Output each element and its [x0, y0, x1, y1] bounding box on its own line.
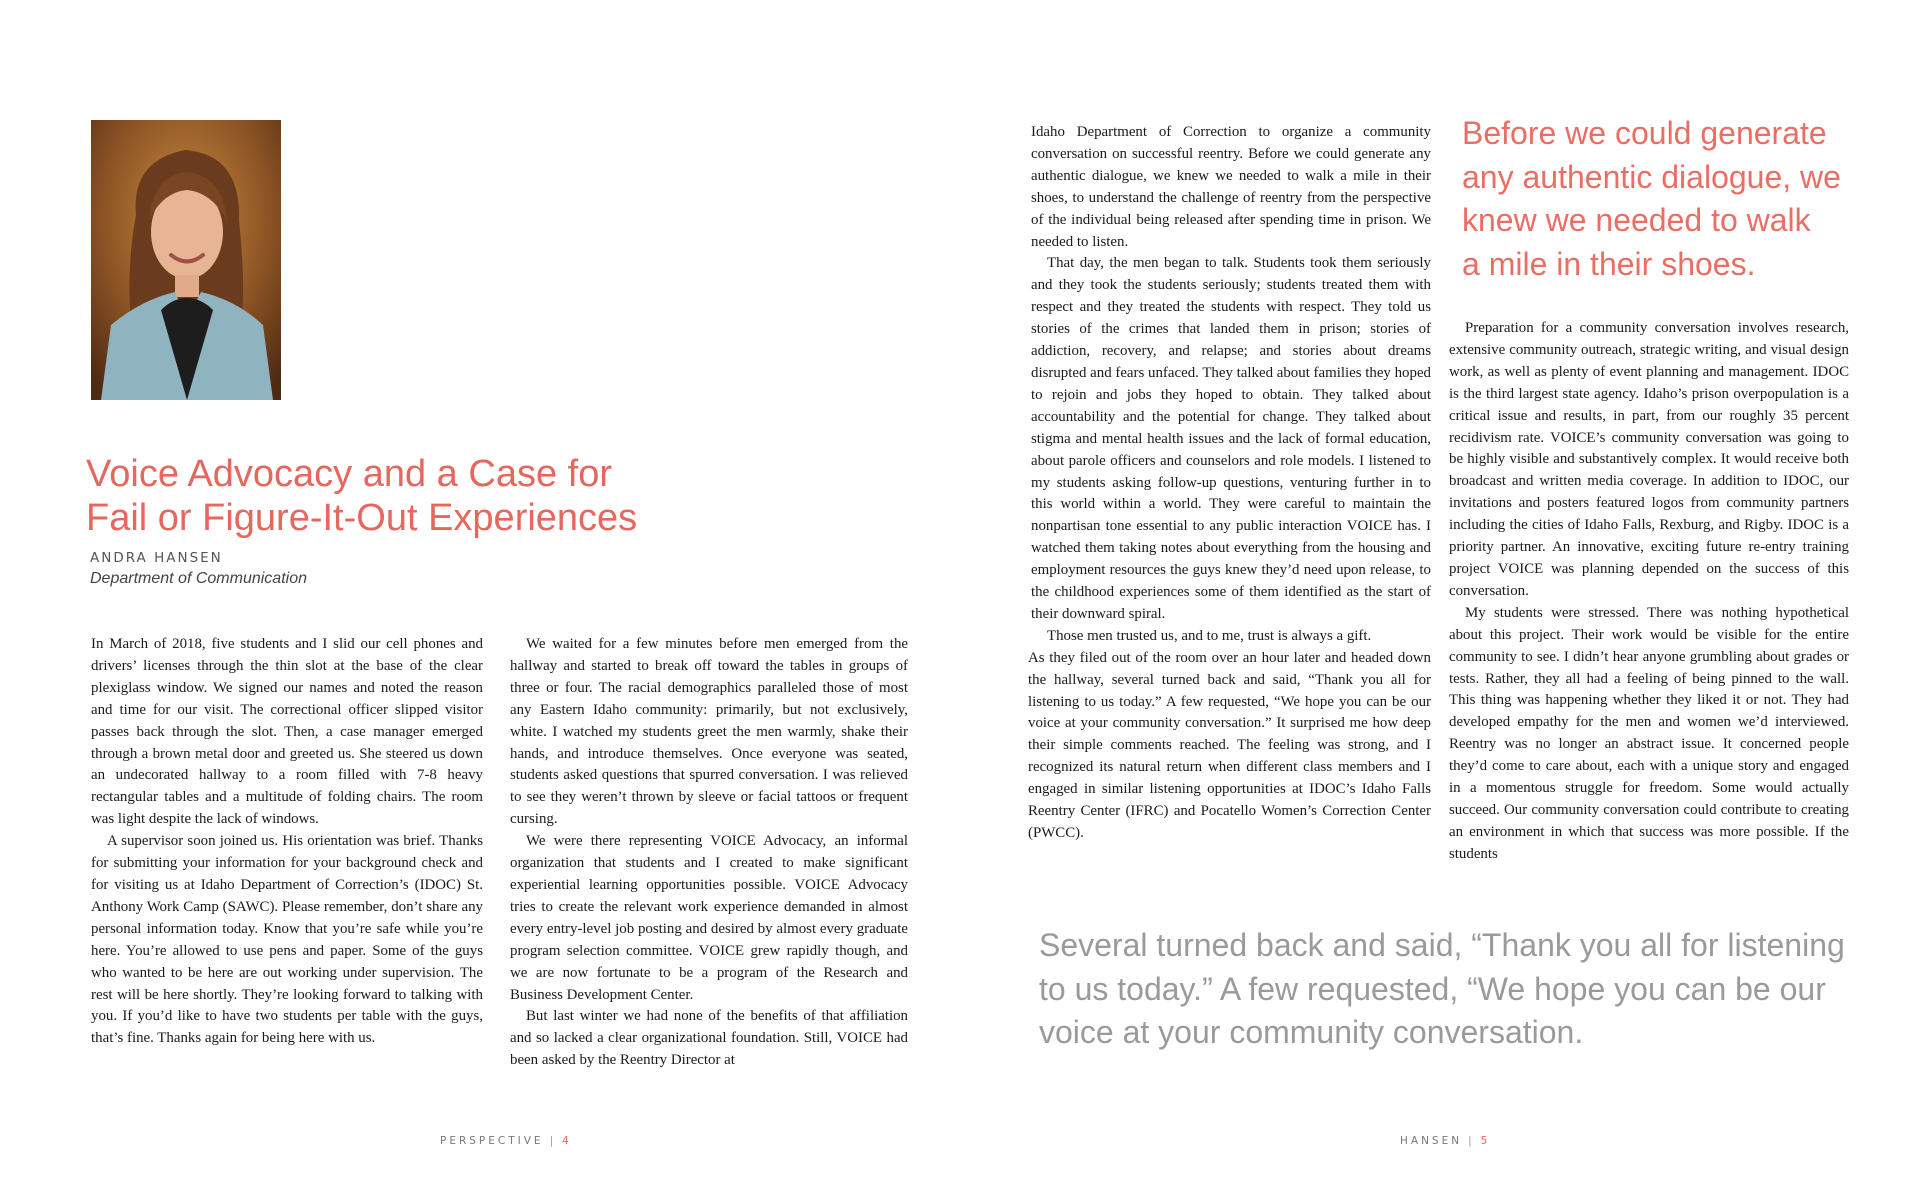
folio-left-page-number: 4 — [562, 1135, 572, 1147]
paragraph: In March of 2018, five students and I slid our cell phones and drivers’ licenses through the thin slot at the base of the clear plexiglass window. We signed our names and noted the reason and time for our visit. The correctional officer slipped visitor passes back through the slot. Then, a case manager emerged through a brown metal door and greeted us. She steered us down an undecorated hallway to a room filled with 7-8 heavy rectangular tables and a multitude of folding chairs. The room was light despite the lack of windows. — [91, 636, 483, 828]
pull-quote-top — [1462, 112, 1882, 286]
folio-right-separator: | — [1468, 1135, 1475, 1147]
folio-left-separator: | — [549, 1135, 557, 1147]
folio-left — [440, 1135, 572, 1147]
pull-quote-bottom-line: voice at your community conversation. — [1039, 1014, 1584, 1050]
paragraph: Idaho Department of Correction to organize a community conversation on successful reentry. Before we could generate any authentic dialogue, we knew we needed to walk a mile in their shoes, to understand the challenge of reentry from the perspective of the individual being released after spending time in prison. We needed to listen. — [1031, 124, 1431, 250]
paragraph: But last winter we had none of the benefits of that affiliation and so lacked a clear organizational foundation. Still, VOICE had been asked by the Reentry Director at — [510, 1008, 908, 1069]
author-name: ANDRA HANSEN — [90, 550, 223, 566]
paragraph: We waited for a few minutes before men emerged from the hallway and started to break off toward the tables in groups of three or four. The racial demographics paralleled those of most any Eastern Idaho community: primarily, but not exclusively, white. I watched my students greet the men warmly, shake their hands, and introduce themselves. Once everyone was seated, students asked questions that spurred conversation. I was relieved to see they weren’t thrown by sleeve or facial tattoos or frequent cursing. — [510, 636, 908, 828]
folio-right-page-number: 5 — [1480, 1135, 1491, 1147]
body-column-1 — [91, 634, 483, 1050]
folio-right-label: HANSEN — [1400, 1135, 1463, 1147]
paragraph: A supervisor soon joined us. His orientation was brief. Thanks for submitting your information for your background check and for visiting us at Idaho Department of Correction’s (IDOC) St. Anthony Work Camp (SAWC). Please remember, don’t share any personal information today. Know that you’re safe while you’re here. You’re allowed to use pens and paper. Some of the guys who wanted to be here are out working under supervision. The rest will be here shortly. They’re looking forward to talking with you. If you’d like to have two students per table with the guys, that’s fine. Thanks again for being here with us. — [91, 833, 483, 1047]
body-column-3 — [1028, 122, 1431, 845]
pull-quote-bottom — [1039, 924, 1879, 1055]
paragraph: As they filed out of the room over an hour later and headed down the hallway, several turned back and said, “Thank you all for listening to us today.” A few requested, “We hope you can be our voice at your community conversation.” It surprised me how deep their simple comments reached. The feeling was strong, and I recognized its natural return when different class members and I engaged in similar listening opportunities at IDOC’s Idaho Falls Reentry Center (IFRC) and Pocatello Women’s Correction Center (PWCC). — [1028, 649, 1431, 841]
article-title-line-1: Voice Advocacy and a Case for — [86, 453, 612, 495]
article-title-line-2: Fail or Figure-It-Out Experiences — [86, 497, 638, 539]
pull-quote-top-line: any authentic dialogue, we — [1462, 158, 1841, 195]
paragraph: My students were stressed. There was nothing hypothetical about this project. Their work would be visible for the entire community to see. I didn’t hear anyone grumbling about grades or tests. Rather, they all had a feeling of being pinned to the wall. This thing was happening whether they liked it or not. They had developed empathy for the men and women we’d interviewed. Reentry was no longer an abstract issue. It concerned people they’d come to care about, each with a unique story and engaged in a momentous struggle for freedom. Some would actually succeed. Our community conversation could contribute to creating an environment in which that success was more possible. If the students — [1449, 604, 1849, 862]
body-column-2 — [510, 634, 908, 1072]
paragraph: We were there representing VOICE Advocacy, an informal organization that students and I created to make significant experiential learning opportunities possible. VOICE Advocacy tries to create the relevant work experience demanded in almost every entry-level job posting and desired by almost every graduate program selection committee. VOICE grew rapidly though, and we are now fortunate to be a program of the Research and Business Development Center. — [510, 833, 908, 1003]
pull-quote-top-line: Before we could generate — [1462, 115, 1827, 151]
author-portrait — [91, 120, 281, 400]
body-column-4 — [1449, 318, 1849, 866]
pull-quote-bottom-line: to us today.” A few requested, “We hope you can be our — [1039, 970, 1826, 1007]
pull-quote-top-line: knew we needed to walk — [1462, 202, 1811, 238]
paragraph: Preparation for a community conversation involves research, extensive community outreach, strategic writing, and visual design work, as well as plenty of event planning and management. IDOC is the third largest state agency. Idaho’s prison overpopulation is a critical issue and results, in part, from our roughly 35 percent recidivism rate. VOICE’s community conversation was going to be highly visible and substantively complex. It would receive both broadcast and written media coverage. In addition to IDOC, our invitations and posters featured logos from community partners including the cities of Idaho Falls, Rexburg, and Rigby. IDOC is a priority partner. An innovative, exciting future re-entry training project VOICE was planning depended on the success of this conversation. — [1449, 320, 1849, 599]
author-department: Department of Communication — [90, 570, 307, 587]
pull-quote-bottom-line: Several turned back and said, “Thank you all for listening — [1039, 927, 1845, 963]
paragraph: That day, the men began to talk. Students took them seriously and they took the students seriously; students treated them with respect and they treated the students with respect. They told us stories of the crimes that landed them in prison; stories of addiction, recovery, and relapse; and stories about dreams disrupted and fears unfaced. They talked about families they hoped to rejoin and jobs they hoped to obtain. They talked about accountability and the potential for change. They talked about stigma and mental health issues and the lack of formal education, about parole officers and counselors and role models. I listened to my students asking follow-up questions, venturing further in to this world within a world. They were careful to maintain the nonpartisan tone essential to any public interaction VOICE has. I watched them taking notes about everything from the housing and employment resources the guys knew they’d need upon release, to the childhood experiences some of them identified as the start of their downward spiral. — [1031, 255, 1431, 622]
author-portrait-image — [91, 120, 281, 400]
paragraph: Those men trusted us, and to me, trust is always a gift. — [1047, 627, 1372, 644]
pull-quote-top-line: a mile in their shoes. — [1462, 245, 1756, 282]
article-title — [86, 452, 766, 540]
folio-left-label: PERSPECTIVE — [440, 1135, 544, 1147]
folio-right — [1400, 1135, 1490, 1147]
